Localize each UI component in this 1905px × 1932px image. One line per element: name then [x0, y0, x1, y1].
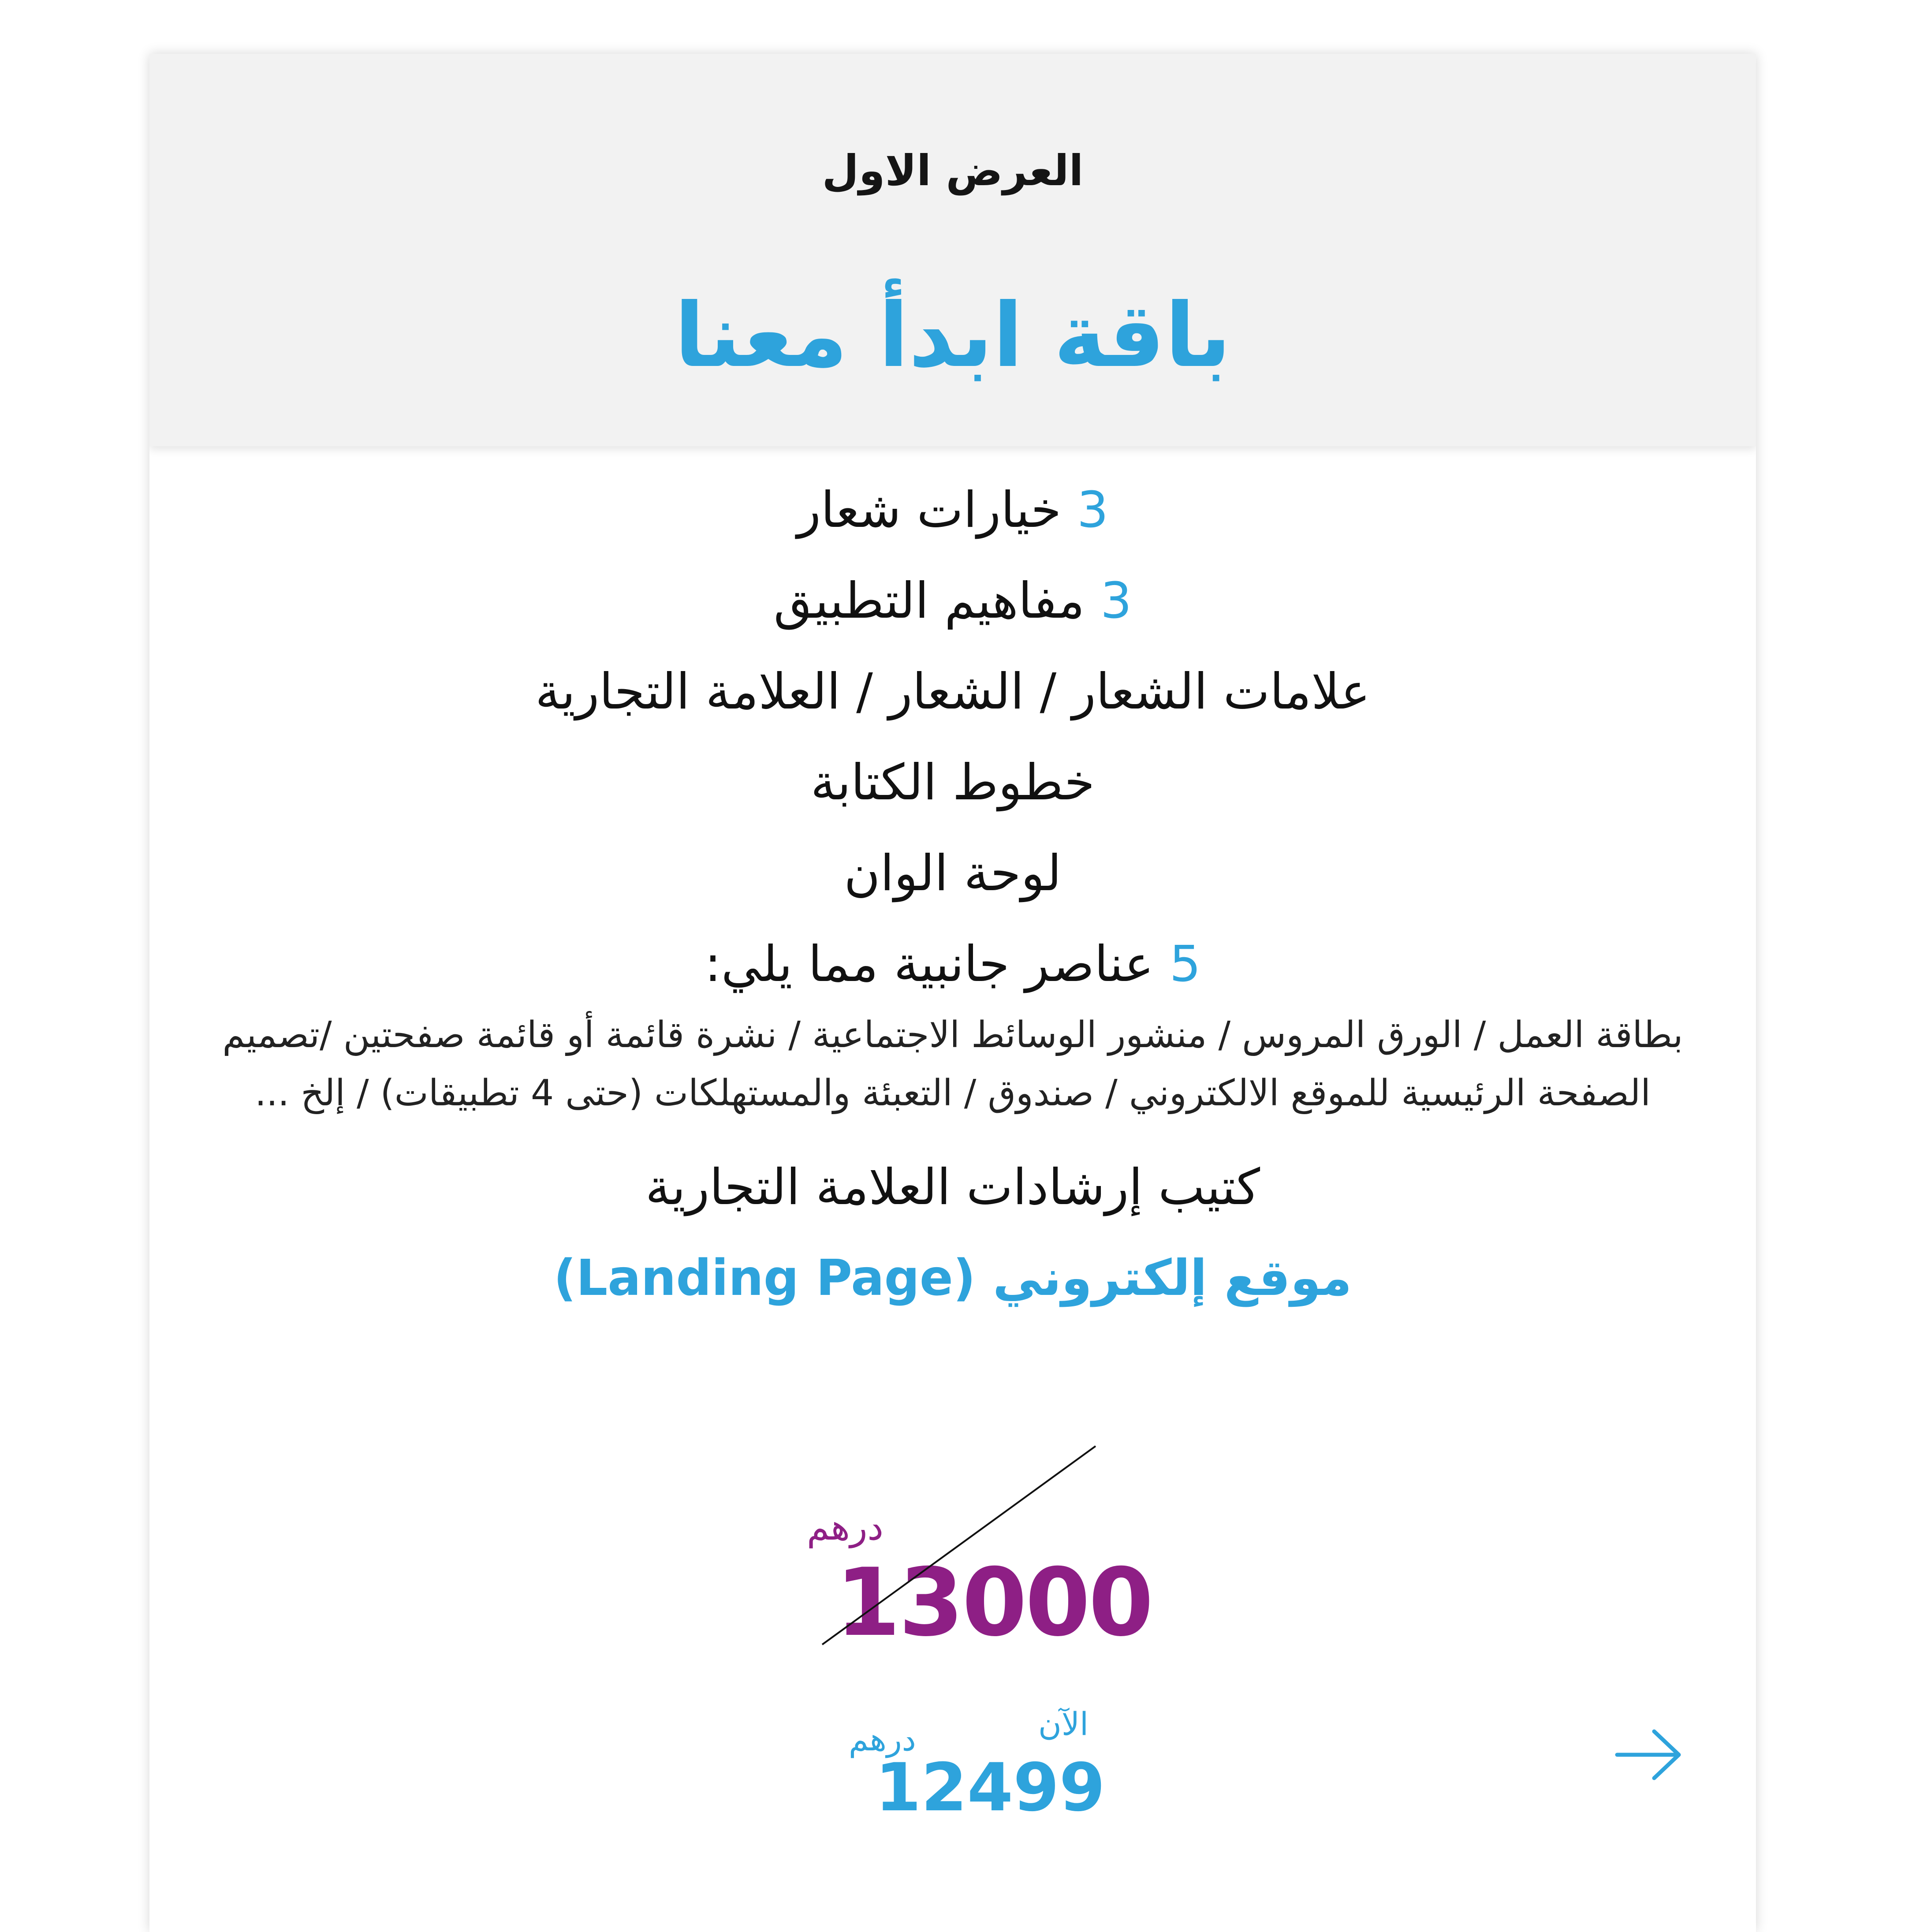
feature-label: مفاهيم التطبيق	[773, 572, 1101, 630]
feature-count: 5	[1169, 936, 1201, 993]
now-label: الآن	[1038, 1705, 1089, 1742]
feature-label: عناصر جانبية مما يلي:	[705, 936, 1170, 993]
feature-label: لوحة الوان	[844, 845, 1062, 902]
old-price-currency: درهم	[807, 1507, 884, 1548]
feature-color-palette	[149, 840, 1756, 931]
package-title: باقة ابدأ معنا	[674, 284, 1231, 387]
feature-label: خيارات شعار	[797, 481, 1077, 539]
feature-typography	[149, 750, 1756, 840]
feature-logo-options	[149, 477, 1756, 568]
feature-count: 3	[1077, 481, 1109, 539]
next-button[interactable]	[1614, 1726, 1684, 1783]
feature-website: موقع إلكتروني (Landing Page)	[553, 1249, 1352, 1307]
feature-brand-marks	[149, 659, 1756, 750]
feature-label: كتيب إرشادات العلامة التجارية	[645, 1159, 1260, 1216]
old-price	[652, 1446, 1152, 1657]
card-header	[149, 54, 1756, 446]
feature-label: خطوط الكتابة	[810, 754, 1095, 811]
old-price-amount: 13000	[835, 1548, 1152, 1657]
features-list	[149, 477, 1756, 1311]
feature-detail-text: بطاقة العمل / الورق المروس / منشور الوسائط الاجتماعية / نشرة قائمة أو قائمة صفحتين /تصميم الصفحة الرئيسية للموقع الالكتروني / صندوق / التعبئة والمستهلكات (حتى 4 تطبيقات) / إلخ ...	[222, 1014, 1683, 1114]
feature-app-concepts	[149, 568, 1756, 659]
new-price-amount: 12499	[875, 1749, 1105, 1826]
strikethrough-line	[822, 1446, 1096, 1649]
offer-label: العرض الاول	[822, 146, 1084, 195]
arrow-right-icon	[1614, 1726, 1684, 1783]
feature-count: 3	[1100, 572, 1132, 630]
feature-label: علامات الشعار / الشعار / العلامة التجارية	[535, 663, 1370, 720]
new-price-currency: درهم	[849, 1721, 916, 1758]
feature-brand-guide	[149, 1154, 1756, 1245]
